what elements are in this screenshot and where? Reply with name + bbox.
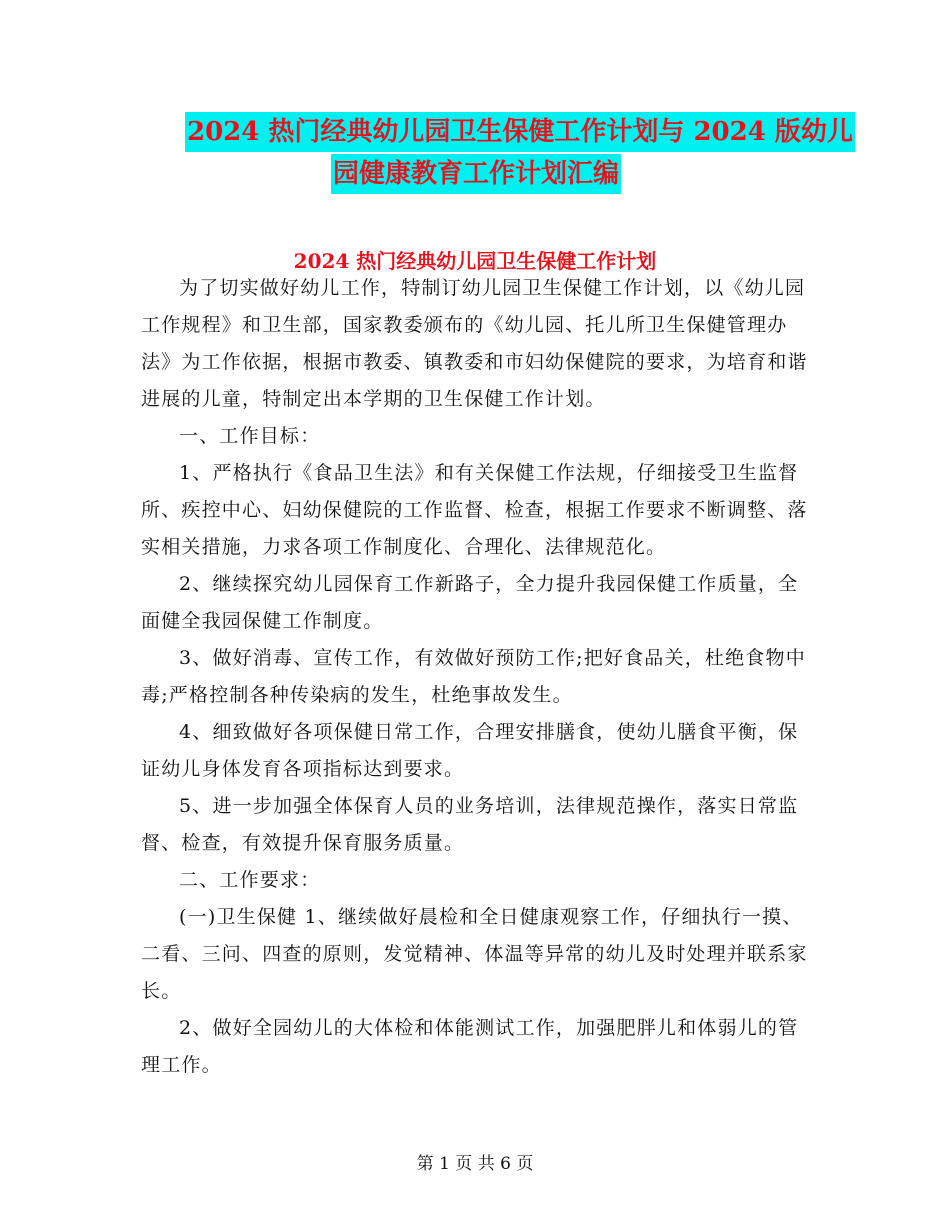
paragraph-goal-1: 1、严格执行《食品卫生法》和有关保健工作法规，仔细接受卫生监督所、疾控中心、妇幼保健院的工作监督、检查，根据工作要求不断调整、落实相关措施，力求各项工作制度化、合理化、法律规范化。 xyxy=(141,462,808,558)
page-footer: 第 1 页 共 6 页 xyxy=(416,1154,534,1174)
document-title-line-1: 2024 热门经典幼儿园卫生保健工作计划与 2024 版幼儿 xyxy=(185,112,855,152)
paragraph-goal-4: 4、细致做好各项保健日常工作，合理安排膳食，使幼儿膳食平衡，保证幼儿身体发育各项指标达到要求。 xyxy=(141,721,799,780)
paragraph-requirement-2: 2、做好全园幼儿的大体检和体能测试工作，加强肥胖儿和体弱儿的管理工作。 xyxy=(141,1017,799,1076)
paragraph-goal-2: 2、继续探究幼儿园保育工作新路子，全力提升我园保健工作质量，全面健全我园保健工作制度。 xyxy=(141,573,799,632)
paragraph-requirement-1: (一)卫生保健 1、继续做好晨检和全日健康观察工作，仔细执行一摸、二看、三问、四查的原则，发觉精神、体温等异常的幼儿及时处理并联系家长。 xyxy=(141,906,808,1002)
paragraph-intro: 为了切实做好幼儿工作，特制订幼儿园卫生保健工作计划，以《幼儿园工作规程》和卫生部，国家教委颁布的《幼儿园、托儿所卫生保健管理办法》为工作依据，根据市教委、镇教委和市妇幼保健院的要求，为培育和谐进展的儿童，特制定出本学期的卫生保健工作计划。 xyxy=(141,277,808,410)
document-body xyxy=(141,270,811,1084)
section-title: 2024 热门经典幼儿园卫生保健工作计划 xyxy=(293,249,657,273)
paragraph-goal-3: 3、做好消毒、宣传工作，有效做好预防工作;把好食品关，杜绝食物中毒;严格控制各种传染病的发生，杜绝事故发生。 xyxy=(141,647,806,706)
heading-work-goals: 一、工作目标： xyxy=(179,425,321,447)
heading-work-requirements: 二、工作要求： xyxy=(179,869,321,891)
document-title-line-2: 园健康教育工作计划汇编 xyxy=(331,154,621,194)
paragraph-goal-5: 5、进一步加强全体保育人员的业务培训，法律规范操作，落实日常监督、检查，有效提升保育服务质量。 xyxy=(141,795,799,854)
